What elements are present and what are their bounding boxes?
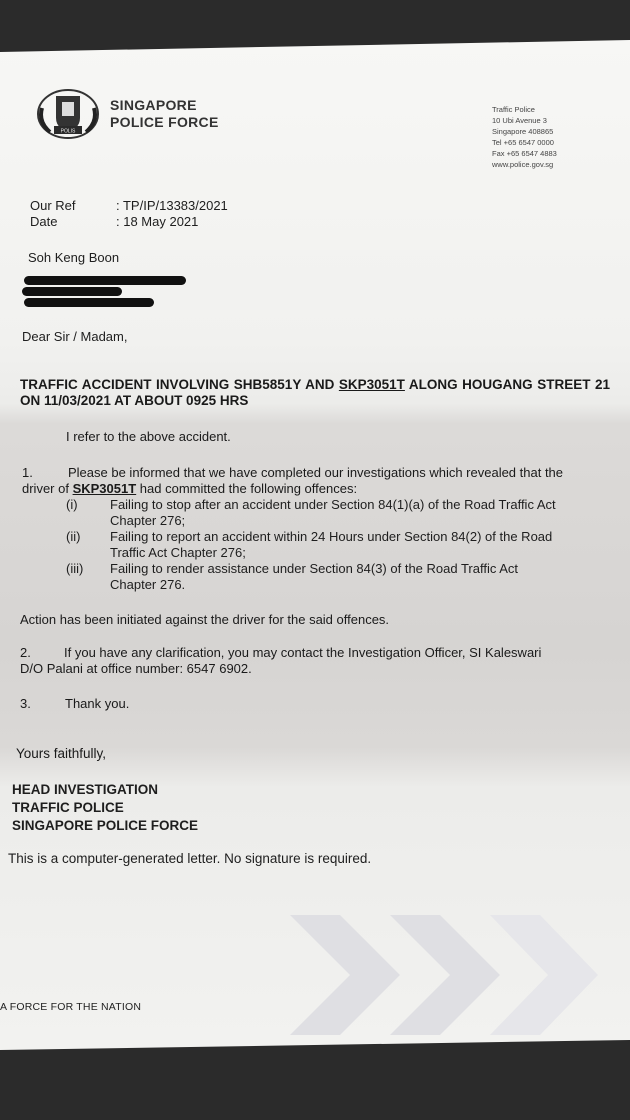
subject-vehicle: SKP3051T: [338, 377, 405, 392]
para-number: 2.: [20, 645, 31, 660]
redaction-bar: [24, 298, 154, 307]
org-line-1: SINGAPORE: [110, 97, 197, 113]
offence-text: Chapter 276;: [110, 513, 186, 528]
offence-item: [66, 497, 606, 529]
offence-number: (iii): [66, 561, 84, 576]
para1-line2-post: had committed the following offences:: [136, 481, 358, 496]
offence-text: Failing to report an accident within 24 Hours under Section 84(2) of the Road: [110, 529, 553, 544]
action-statement: Action has been initiated against the driver for the said offences.: [20, 612, 390, 627]
address-line: Tel +65 6547 0000: [492, 138, 554, 147]
redaction-bar: [22, 287, 122, 296]
offence-text: Failing to render assistance under Section 84(3) of the Road Traffic Act: [110, 561, 519, 576]
signature-block: [12, 781, 198, 835]
offence-text: Traffic Act Chapter 276;: [110, 545, 246, 560]
offence-list: [66, 497, 606, 593]
para1-vehicle: SKP3051T: [72, 481, 137, 496]
computer-generated-note: This is a computer-generated letter. No signature is required.: [8, 851, 372, 866]
address-line: www.police.gov.sg: [492, 160, 554, 169]
subject-text: TRAFFIC ACCIDENT INVOLVING SHB5851Y AND: [20, 377, 339, 392]
date-label: Date: [30, 214, 58, 229]
para-number: 3.: [20, 696, 31, 711]
crest-text: POLIS: [60, 128, 76, 135]
reference-block: [30, 198, 228, 230]
offence-item: [66, 561, 606, 593]
address-line: Fax +65 6547 4883: [492, 149, 557, 158]
org-line-2: POLICE FORCE: [110, 114, 219, 130]
closing: Yours faithfully,: [16, 746, 107, 761]
address-line: Traffic Police: [492, 105, 535, 114]
para2-line1: If you have any clarification, you may contact the Investigation Officer, SI Kaleswari: [64, 645, 542, 660]
our-ref-label: Our Ref: [30, 198, 76, 213]
chevron-watermark: [280, 910, 600, 1040]
offence-number: (ii): [66, 529, 81, 544]
police-crest-logo: [36, 88, 100, 140]
signature-line: SINGAPORE POLICE FORCE: [12, 818, 199, 833]
para-number: 1.: [22, 465, 33, 480]
intro-paragraph: I refer to the above accident.: [66, 429, 231, 444]
para2-line2: D/O Palani at office number: 6547 6902.: [20, 661, 252, 676]
paragraph-1: [22, 465, 618, 497]
subject-heading: [20, 377, 610, 409]
paragraph-2: [20, 645, 616, 677]
address-line: Singapore 408865: [492, 127, 554, 136]
salutation: Dear Sir / Madam,: [22, 329, 128, 344]
paragraph-3: [20, 696, 129, 712]
our-ref-value: : TP/IP/13383/2021: [116, 198, 228, 213]
para3-text: Thank you.: [65, 696, 130, 711]
offence-number: (i): [66, 497, 78, 512]
sender-address: [492, 104, 557, 170]
address-line: 10 Ubi Avenue 3: [492, 116, 547, 125]
date-value: : 18 May 2021: [116, 214, 199, 229]
offence-item: [66, 529, 606, 561]
signature-line: HEAD INVESTIGATION: [12, 782, 159, 797]
redaction-bar: [24, 276, 186, 285]
signature-line: TRAFFIC POLICE: [12, 800, 124, 815]
motto-footer: A FORCE FOR THE NATION: [0, 1001, 142, 1013]
para1-line1: Please be informed that we have completed our investigations which revealed that the: [68, 465, 564, 480]
organisation-name: [110, 97, 219, 131]
offence-text: Chapter 276.: [110, 577, 186, 592]
subject-text-2: ALONG HOUGANG STREET 21 ON 11/03/2021 AT ABOUT 0925 HRS: [20, 377, 610, 408]
recipient-name: Soh Keng Boon: [28, 250, 120, 265]
offence-text: Failing to stop after an accident under Section 84(1)(a) of the Road Traffic Act: [110, 497, 556, 512]
para1-line2-pre: driver of: [22, 481, 73, 496]
